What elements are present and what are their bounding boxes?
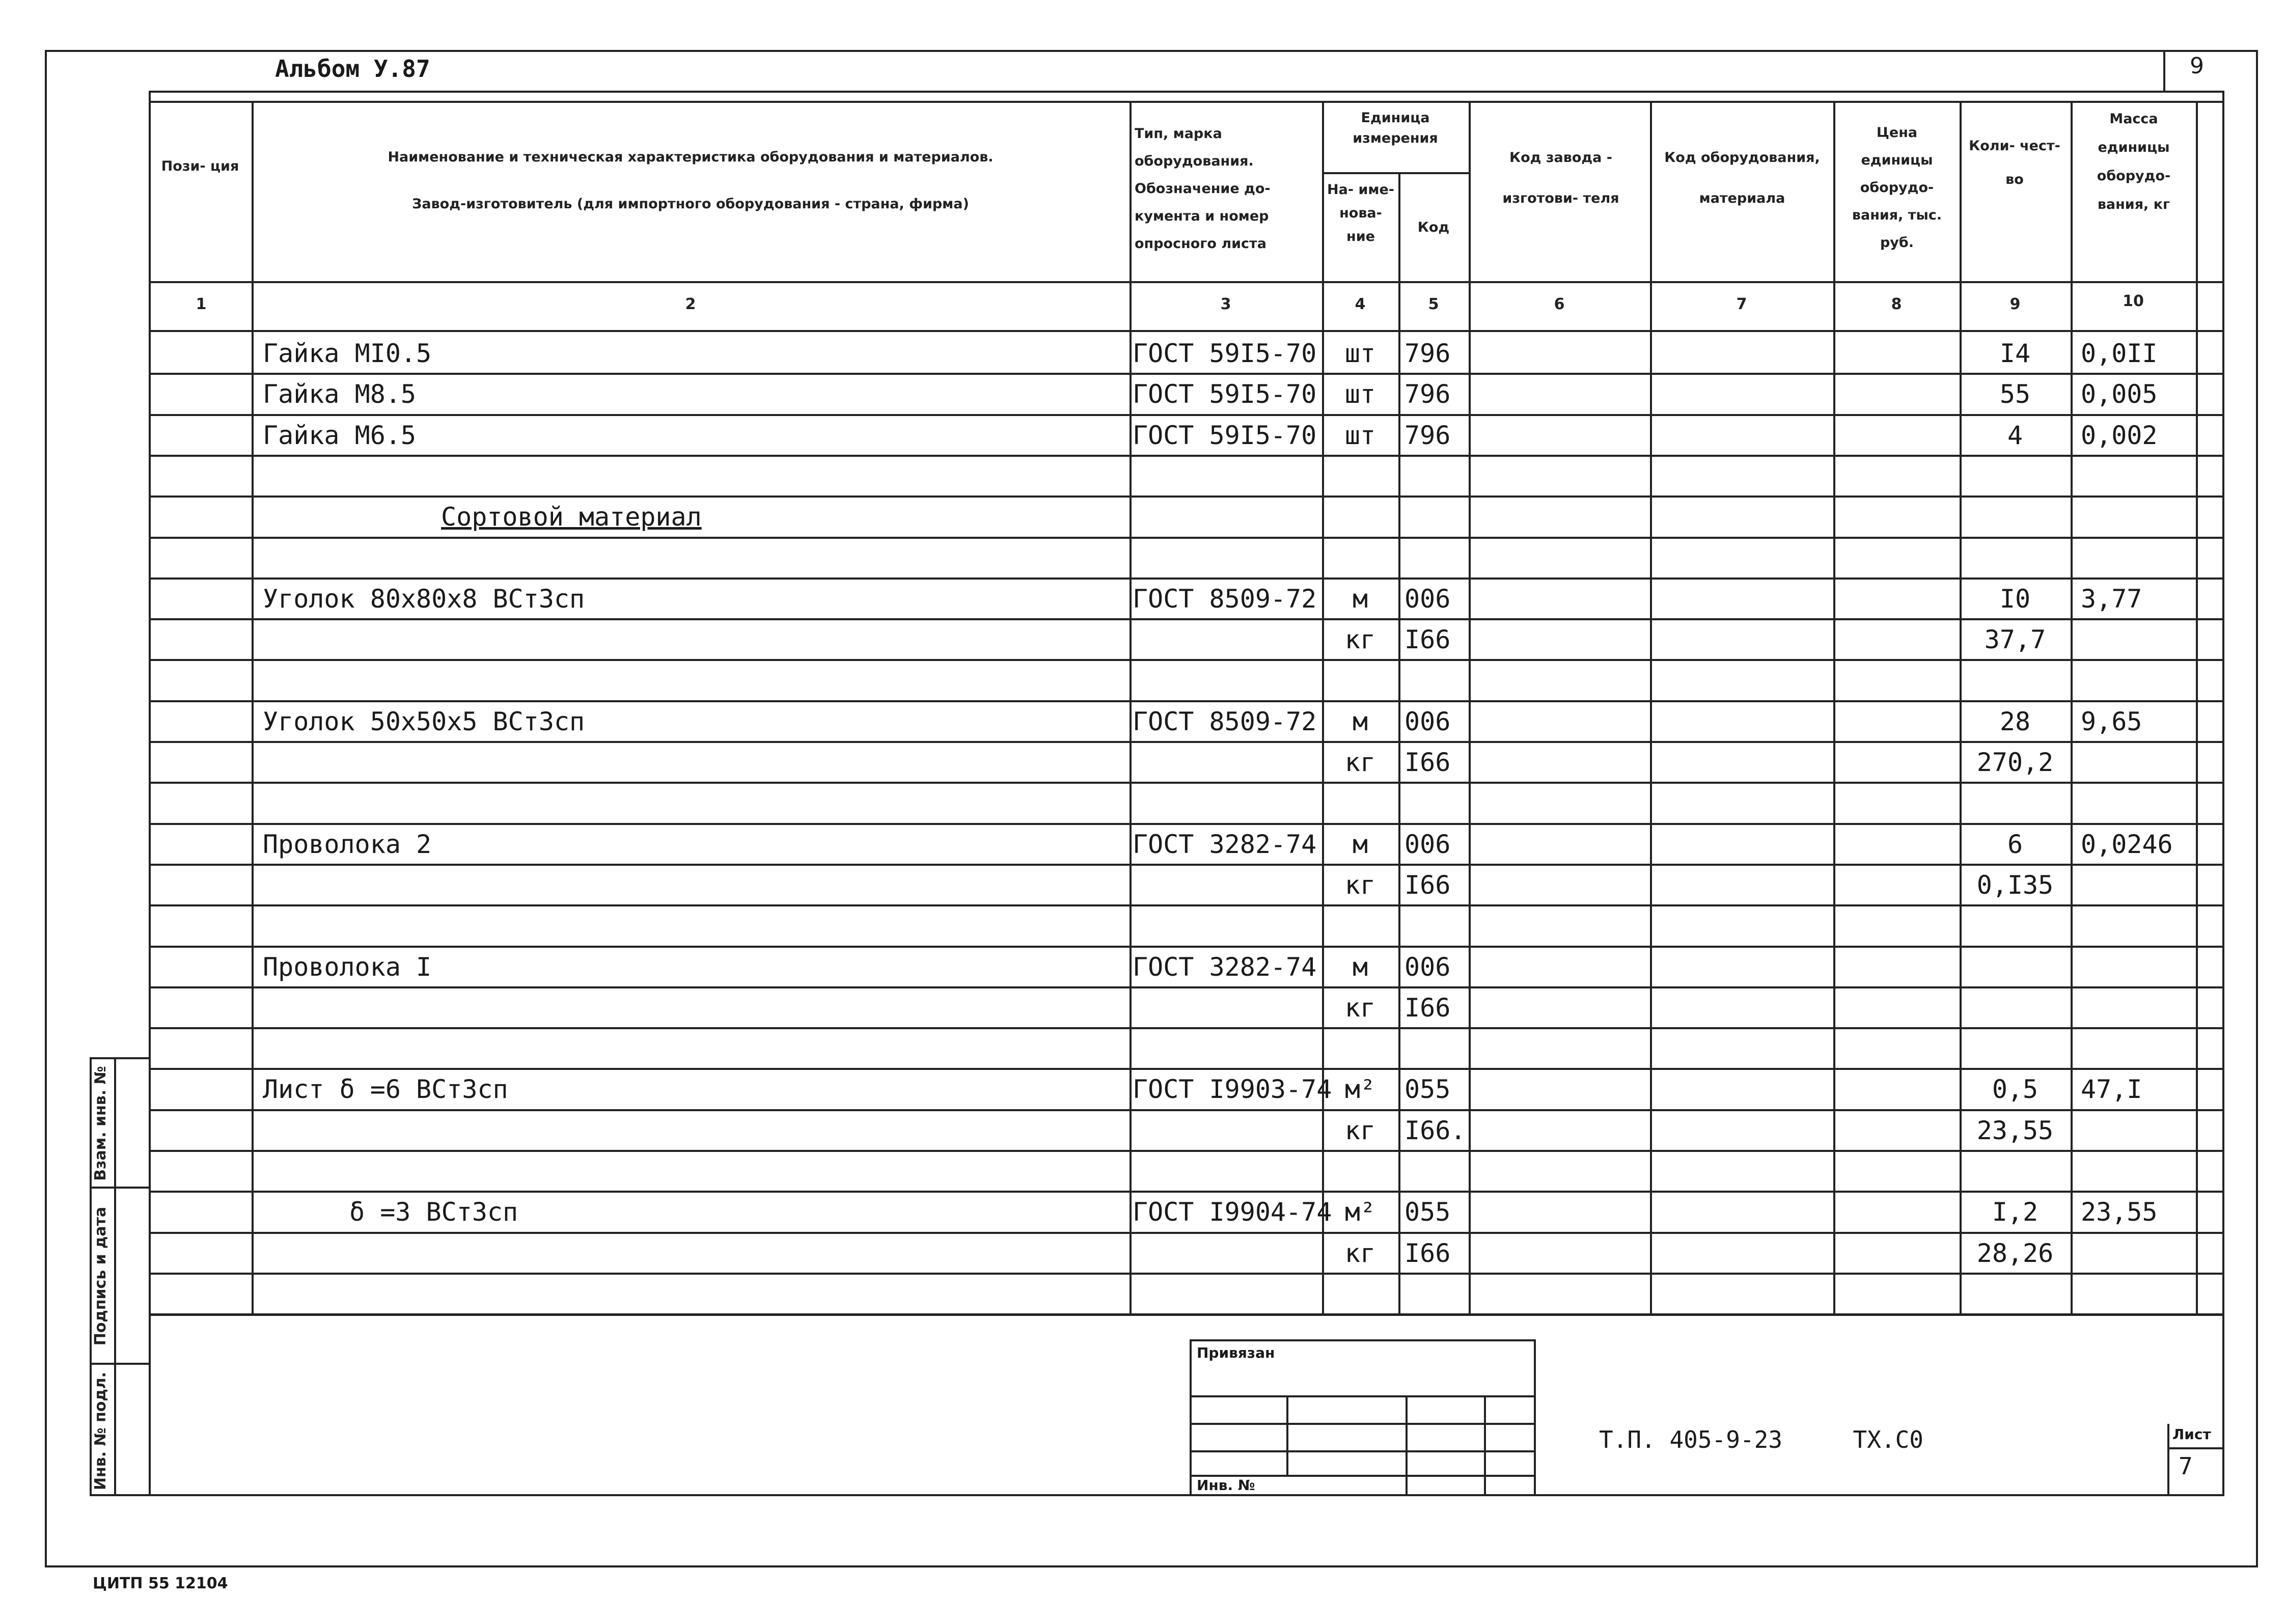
side-stamp-rule-1 <box>90 1187 151 1189</box>
row-quantity: 55 <box>1999 379 2031 409</box>
row-document: ГОСТ 8509-72 <box>1133 584 1317 614</box>
row-quantity: I0 <box>1999 584 2031 614</box>
colnum-2: 2 <box>685 295 696 313</box>
side-stamp-podpis: Подпись и дата <box>92 1206 109 1346</box>
header-unit-price: Цена единицы оборудо- вания, тыс. руб. <box>1852 125 1942 251</box>
header-equipment-code: Код оборудования, материала <box>1664 150 1820 206</box>
corner-page-number: 9 <box>2190 53 2204 79</box>
header-name-line1: Наименование и техническая характеристика оборудования и материалов. <box>388 149 994 165</box>
colnum-5: 5 <box>1428 295 1439 313</box>
colnum-4: 4 <box>1355 295 1366 313</box>
row-unit-mass: 0,005 <box>2081 379 2158 409</box>
header-unit-group: Единица измерения <box>1353 110 1438 146</box>
row-name: Гайка М6.5 <box>263 420 417 450</box>
row-quantity: 28 <box>1999 706 2031 736</box>
row-unit-mass: 0,002 <box>2081 420 2158 450</box>
row-name: δ =3 ВСт3сп <box>349 1197 518 1227</box>
row-document: ГОСТ I9904-74 <box>1133 1197 1332 1227</box>
row-unit-mass: 9,65 <box>2081 706 2142 736</box>
row-rule <box>149 700 2224 702</box>
colnum-3: 3 <box>1220 295 1231 313</box>
row-rule <box>149 782 2224 784</box>
header-unit-code: Код <box>1417 219 1450 235</box>
colnum-6: 6 <box>1554 295 1565 313</box>
colnum-8: 8 <box>1891 295 1902 313</box>
colnum-9: 9 <box>2009 295 2021 313</box>
header-plant-code: Код завода - изготови- теля <box>1502 150 1619 206</box>
sheet-box-rule <box>2167 1447 2224 1449</box>
row-unit: кг <box>1344 625 1376 655</box>
row-rule <box>149 986 2224 988</box>
corner-divider <box>2163 50 2165 93</box>
row-rule <box>149 1313 2224 1315</box>
row-rule <box>149 1191 2224 1193</box>
col-divider-5 <box>1469 101 1471 1314</box>
row-document: ГОСТ 59I5-70 <box>1133 379 1317 409</box>
col-divider-2 <box>1130 101 1132 1314</box>
row-rule <box>149 455 2224 457</box>
row-name: Проволока I <box>263 952 432 982</box>
row-rule <box>149 1027 2224 1029</box>
colnum-10: 10 <box>2123 292 2144 310</box>
row-rule <box>149 864 2224 866</box>
row-rule <box>149 537 2224 539</box>
row-unit-code: 055 <box>1404 1197 1451 1227</box>
row-rule <box>149 496 2224 498</box>
row-quantity: I,2 <box>1992 1197 2039 1227</box>
side-stamp-vzam: Взам. инв. № <box>92 1066 109 1181</box>
row-unit-mass: 0,0II <box>2081 339 2158 368</box>
row-unit: м <box>1352 829 1368 859</box>
colnum-bottom-rule <box>149 330 2224 332</box>
row-quantity: 270,2 <box>1976 748 2054 777</box>
row-unit-code: 006 <box>1404 952 1451 982</box>
row-quantity: I4 <box>1999 339 2031 368</box>
row-unit: кг <box>1344 870 1376 900</box>
row-unit-code: I66 <box>1404 625 1451 655</box>
inv-no-label: Инв. № <box>1197 1477 1255 1494</box>
side-stamp-divider <box>114 1057 116 1496</box>
sheet-label: Лист <box>2172 1426 2211 1443</box>
row-unit: м <box>1352 706 1368 736</box>
header-type: Тип, марка оборудования. Обозначение до- кумента и номер опросного листа <box>1135 126 1271 252</box>
row-quantity: 23,55 <box>1976 1115 2054 1145</box>
header-quantity: Коли- чест- во <box>1969 138 2060 187</box>
printer-mark: ЦИТП 55 12104 <box>93 1575 228 1592</box>
privyazan-divider-2 <box>1406 1395 1408 1496</box>
row-name: Гайка М8.5 <box>263 379 417 409</box>
row-unit: шт <box>1344 339 1376 368</box>
row-unit: кг <box>1344 993 1376 1023</box>
row-rule <box>149 946 2224 948</box>
sheet-box-divider <box>2167 1424 2169 1496</box>
row-name: Лист δ =6 ВСт3сп <box>263 1075 508 1105</box>
row-unit: кг <box>1344 748 1376 777</box>
row-unit: м² <box>1344 1197 1376 1227</box>
privyazan-divider-1 <box>1286 1395 1288 1475</box>
row-unit-code: I66 <box>1404 748 1451 777</box>
row-unit-code: 006 <box>1404 829 1451 859</box>
unit-subheader-rule <box>1322 172 1469 174</box>
row-document: ГОСТ I9903-74 <box>1133 1075 1332 1105</box>
row-rule <box>149 1068 2224 1070</box>
header-name-line2: Завод-изготовитель (для импортного оборудования - страна, фирма) <box>412 196 969 212</box>
row-rule <box>149 1109 2224 1111</box>
row-rule <box>149 741 2224 743</box>
row-unit-mass: 47,I <box>2081 1075 2142 1105</box>
row-unit: шт <box>1344 420 1376 450</box>
row-unit-code: 055 <box>1404 1075 1451 1105</box>
row-unit-code: 006 <box>1404 706 1451 736</box>
row-document: ГОСТ 8509-72 <box>1133 706 1317 736</box>
row-rule <box>149 618 2224 620</box>
row-unit-code: 796 <box>1404 339 1451 368</box>
col-divider-4 <box>1398 172 1400 1314</box>
row-document: ГОСТ 3282-74 <box>1133 952 1317 982</box>
col-divider-9 <box>2071 101 2073 1314</box>
row-unit-mass: 23,55 <box>2081 1197 2158 1227</box>
row-unit: кг <box>1344 1238 1376 1268</box>
row-document: ГОСТ 59I5-70 <box>1133 339 1317 368</box>
row-unit-mass: 3,77 <box>2081 584 2142 614</box>
header-position: Пози- ция <box>161 158 239 174</box>
row-unit: шт <box>1344 379 1376 409</box>
row-unit: м <box>1352 584 1368 614</box>
row-rule <box>149 577 2224 580</box>
privyazan-label: Привязан <box>1197 1344 1275 1361</box>
row-unit-code: 796 <box>1404 420 1451 450</box>
side-stamp-rule-2 <box>90 1363 151 1365</box>
header-bottom-rule <box>149 281 2224 283</box>
sheet-number: 7 <box>2179 1452 2193 1480</box>
header-top-rule <box>149 101 2224 103</box>
row-rule <box>149 904 2224 906</box>
row-quantity: 0,5 <box>1992 1075 2039 1105</box>
row-rule <box>149 373 2224 375</box>
row-document: ГОСТ 59I5-70 <box>1133 420 1317 450</box>
row-rule <box>149 1273 2224 1275</box>
row-unit: м <box>1352 952 1368 982</box>
row-quantity: 37,7 <box>1984 625 2046 655</box>
row-unit: кг <box>1344 1115 1376 1145</box>
row-quantity: 0,I35 <box>1976 870 2054 900</box>
header-unit-name: На- име- нова- ние <box>1327 182 1394 244</box>
row-unit-code: 006 <box>1404 584 1451 614</box>
header-unit-mass: Масса единицы оборудо- вания, кг <box>2097 111 2171 212</box>
row-rule <box>149 659 2224 661</box>
row-rule <box>149 1232 2224 1234</box>
row-rule <box>149 823 2224 825</box>
row-unit-code: I66 <box>1404 993 1451 1023</box>
col-divider-7 <box>1833 101 1835 1314</box>
row-rule <box>149 1150 2224 1152</box>
row-name: Гайка МI0.5 <box>263 339 432 368</box>
row-unit-code: I66. <box>1404 1115 1466 1145</box>
row-name: Проволока 2 <box>263 829 432 859</box>
row-quantity: 28,26 <box>1976 1238 2054 1268</box>
row-document: ГОСТ 3282-74 <box>1133 829 1317 859</box>
row-quantity: 4 <box>2007 420 2023 450</box>
row-name: Уголок 50х50х5 ВСт3сп <box>263 706 585 736</box>
row-unit-code: I66 <box>1404 870 1451 900</box>
row-unit-code: 796 <box>1404 379 1451 409</box>
row-quantity: 6 <box>2007 829 2023 859</box>
album-title: Альбом У.87 <box>275 55 430 82</box>
document-designation: Т.П. 405-9-23 ТХ.С0 <box>1599 1426 1923 1453</box>
row-name: Уголок 80х80х8 ВСт3сп <box>263 584 585 614</box>
side-stamp-inv: Инв. № подл. <box>92 1371 109 1491</box>
row-unit-code: I66 <box>1404 1238 1451 1268</box>
colnum-7: 7 <box>1736 295 1747 313</box>
colnum-1: 1 <box>196 295 207 313</box>
row-name: Сортовой материал <box>441 502 702 532</box>
col-divider-6 <box>1650 101 1652 1314</box>
col-divider-10 <box>2196 101 2198 1314</box>
row-unit: м² <box>1344 1075 1376 1105</box>
col-divider-1 <box>252 101 254 1314</box>
row-unit-mass: 0,0246 <box>2081 829 2173 859</box>
privyazan-divider-3 <box>1484 1395 1486 1496</box>
row-rule <box>149 414 2224 416</box>
